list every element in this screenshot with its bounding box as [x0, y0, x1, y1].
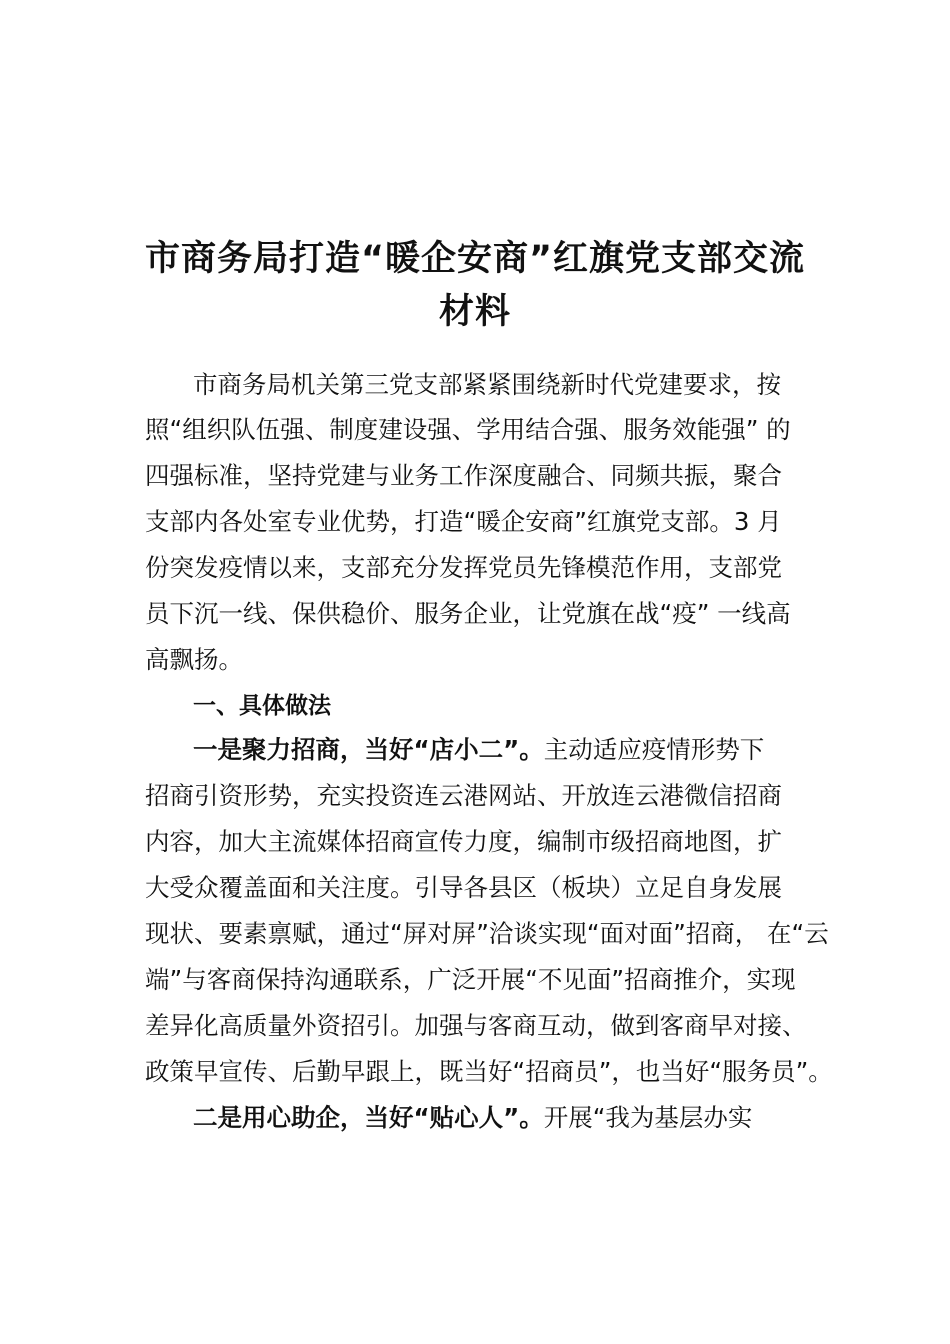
item2-first-line-rest: 开展“我为基层办实	[543, 1103, 753, 1132]
item1-bold-lead: 一是聚力招商，当好“店小二”。	[193, 735, 544, 764]
intro-line-3: 四强标准，坚持党建与业务工作深度融合、同频共振，聚合	[145, 461, 782, 490]
item1-first-line-rest: 主动适应疫情形势下	[543, 735, 765, 764]
item1-line-5: 现状、要素禀赋，通过“屏对屏”洽谈实现“面对面”招商， 在“云	[145, 919, 829, 948]
item1-line-6: 端”与客商保持沟通联系，广泛开展“不见面”招商推介，实现	[145, 965, 796, 994]
intro-line-2: 照“组织队伍强、制度建设强、学用结合强、服务效能强” 的	[145, 415, 791, 444]
item2-bold-lead: 二是用心助企，当好“贴心人”。	[193, 1103, 544, 1132]
section-heading: 一、具体做法	[193, 693, 331, 719]
item1-line-4: 大受众覆盖面和关注度。引导各县区（板块）立足自身发展	[145, 873, 782, 902]
item1-line-7: 差异化高质量外资招引。加强与客商互动，做到客商早对接、	[145, 1011, 807, 1040]
item1-line-8: 政策早宣传、后勤早跟上，既当好“招商员”，也当好“服务员”。	[145, 1057, 833, 1086]
document-title-line-2: 材料	[438, 292, 511, 332]
intro-line-1: 市商务局机关第三党支部紧紧围绕新时代党建要求，按	[193, 370, 781, 399]
item1-line-3: 内容，加大主流媒体招商宣传力度，编制市级招商地图，扩	[145, 827, 782, 856]
intro-line-6: 员下沉一线、保供稳价、服务企业，让党旗在战“疫” 一线高	[145, 599, 791, 628]
item1-line-2: 招商引资形势，充实投资连云港网站、开放连云港微信招商	[145, 781, 782, 810]
intro-line-5: 份突发疫情以来，支部充分发挥党员先锋模范作用，支部党	[145, 553, 782, 582]
intro-line-7: 高飘扬。	[145, 645, 243, 674]
item2-first-line	[193, 1098, 825, 1138]
intro-line-4: 支部内各处室专业优势，打造“暖企安商”红旗党支部。3 月	[145, 507, 782, 536]
document-title-line-1: 市商务局打造“暖企安商”红旗党支部交流	[144, 239, 805, 279]
item1-first-line	[193, 730, 825, 770]
